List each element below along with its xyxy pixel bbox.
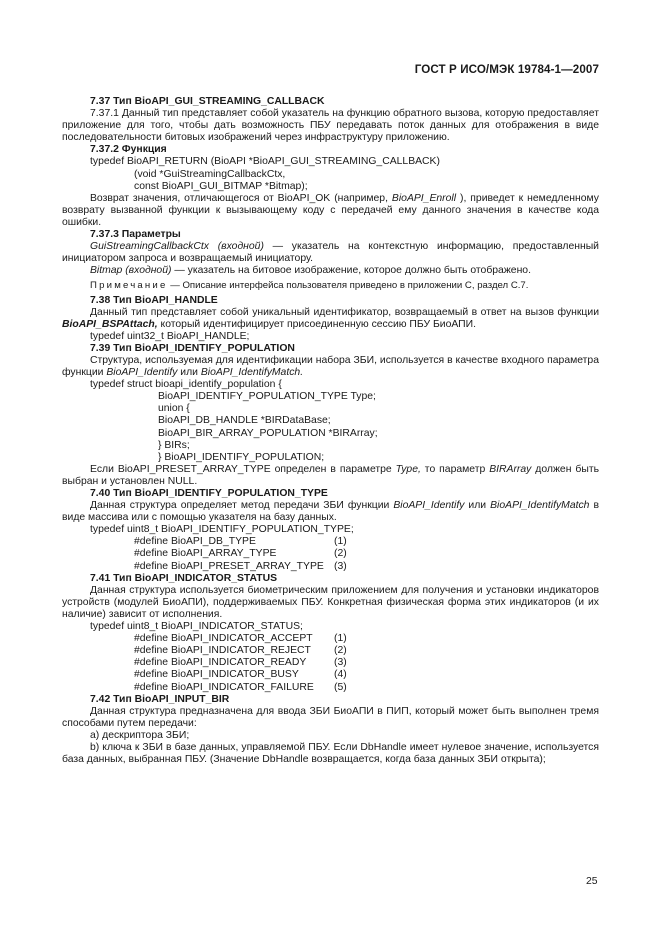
- define-name: #define BioAPI_INDICATOR_BUSY: [134, 669, 299, 681]
- text-span: Данный тип представляет собой уникальный идентификатор, возвращаемый в ответ на вызов функции: [90, 306, 599, 318]
- define-name: #define BioAPI_INDICATOR_FAILURE: [134, 681, 314, 693]
- section-7-39-after-text: [62, 464, 599, 488]
- code-line: BioAPI_IDENTIFY_POPULATION_TYPE Type;: [158, 391, 376, 403]
- section-7-37-title: 7.37 Тип BioAPI_GUI_STREAMING_CALLBACK: [90, 96, 325, 107]
- section-7-42-text: Данная структура предназначена для ввода ЗБИ БиоАПИ в ПИП, который может быть выполнен тремя способами путем передачи:: [62, 705, 599, 729]
- define-value: (1): [334, 536, 347, 548]
- parameter-2: [62, 265, 599, 277]
- text-span: Структура, используемая для идентификации набора ЗБИ, используется в качестве входного параметра функции: [62, 354, 599, 379]
- section-7-39-title: 7.39 Тип BioAPI_IDENTIFY_POPULATION: [90, 342, 295, 354]
- define-row: [62, 633, 599, 645]
- text-span: или: [464, 500, 491, 512]
- parameter-name: Type,: [395, 463, 421, 475]
- list-item-b: b) ключа к ЗБИ в базе данных, управляемой ПБУ. Если DbHandle имеет нулевое значение, используется база данных, выбранная ПБУ. (Значение DbHandle возвращается, когда база данных ЗБИ открыта);: [62, 741, 599, 766]
- section-7-42-title: 7.42 Тип BioAPI_INPUT_BIR: [90, 693, 230, 705]
- parameter-name: GuiStreamingCallbackCtx (входной): [90, 241, 264, 253]
- text-span: — указатель на контекстную информацию, предоставленный инициатором запроса и возвращаемый инициатору.: [62, 241, 599, 265]
- document-header: ГОСТ Р ИСО/МЭК 19784-1—2007: [414, 63, 599, 76]
- function-name: BioAPI_BSPAttach,: [62, 318, 158, 330]
- section-7-38-text: [62, 307, 599, 331]
- section-7-40-text: [62, 500, 599, 524]
- section-7-41-title: 7.41 Тип BioAPI_INDICATOR_STATUS: [90, 572, 278, 584]
- define-row: [62, 645, 599, 657]
- function-name: BioAPI_IdentifyMatch: [490, 500, 590, 512]
- text-span: или: [177, 367, 201, 379]
- define-name: #define BioAPI_ARRAY_TYPE: [134, 548, 277, 560]
- define-value: (3): [334, 657, 347, 669]
- return-value-paragraph: [62, 193, 599, 229]
- define-row: [62, 561, 599, 573]
- text-span: то параметр: [420, 463, 490, 475]
- section-7-40-title: 7.40 Тип BioAPI_IDENTIFY_POPULATION_TYPE: [90, 488, 328, 499]
- code-line: typedef uint32_t BioAPI_HANDLE;: [90, 330, 250, 342]
- define-value: (3): [334, 560, 347, 572]
- function-name: BioAPI_IdentifyMatch.: [200, 367, 304, 379]
- note-label: Примечание: [90, 280, 168, 292]
- code-line: const BioAPI_GUI_BITMAP *Bitmap);: [134, 180, 308, 192]
- text-span: — указатель на битовое изображение, которое должно быть отображено.: [171, 265, 531, 277]
- text-span: ), приведет к немедленному возврату вызванной функции к вызывающему коду с передачей ему данного значения в качестве кода ошибки.: [62, 192, 599, 228]
- function-name: BioAPI_Identify: [393, 500, 465, 512]
- note-text: — Описание интерфейса пользователя приведено в приложении С, раздел С.7.: [167, 280, 529, 292]
- text-span: который идентифицирует присоединенную сессию ПБУ БиоАПИ.: [157, 318, 477, 330]
- text-span: Если BioAPI_PRESET_ARRAY_TYPE определен в параметре: [90, 463, 396, 475]
- define-row: [62, 669, 599, 681]
- section-7-38-title: 7.38 Тип BioAPI_HANDLE: [90, 294, 218, 306]
- define-name: #define BioAPI_INDICATOR_READY: [134, 657, 307, 669]
- function-name: BioAPI_Enroll: [391, 192, 457, 204]
- function-name: BioAPI_Identify: [106, 367, 178, 379]
- note: [62, 280, 599, 292]
- parameter-name: BIRArray: [489, 463, 532, 475]
- code-line: typedef BioAPI_RETURN (BioAPI *BioAPI_GUI_STREAMING_CALLBACK): [90, 156, 440, 168]
- define-value: (1): [334, 633, 347, 645]
- page-content: [62, 96, 599, 766]
- parameter-1: [62, 241, 599, 265]
- text-span: Возврат значения, отличающегося от BioAPI_OK (например,: [90, 192, 392, 204]
- define-row: [62, 657, 599, 669]
- text-span: должен быть выбран и установлен NULL.: [62, 463, 599, 487]
- section-7-37-1-text: 7.37.1 Данный тип представляет собой указатель на функцию обратного вызова, которую предоставляет приложение для того, чтобы дать возможность ПБУ передавать поток данных для отображения в виде последовательности битовых изображений через инфраструктуру приложению.: [62, 108, 599, 144]
- define-value: (2): [334, 548, 347, 560]
- code-line: typedef uint8_t BioAPI_INDICATOR_STATUS;: [90, 621, 303, 633]
- define-name: #define BioAPI_INDICATOR_REJECT: [134, 645, 311, 657]
- code-line: BioAPI_DB_HANDLE *BIRDataBase;: [158, 415, 331, 427]
- define-name: #define BioAPI_PRESET_ARRAY_TYPE: [134, 560, 324, 572]
- code-line: BioAPI_BIR_ARRAY_POPULATION *BIRArray;: [158, 427, 378, 439]
- parameter-name: Bitmap (входной): [90, 265, 172, 277]
- define-value: (4): [334, 669, 347, 681]
- define-row: [62, 682, 599, 694]
- code-line: (void *GuiStreamingCallbackCtx,: [134, 168, 286, 180]
- text-span: в виде массива или с помощью указателя на базу данных.: [62, 500, 600, 524]
- define-row: [62, 548, 599, 560]
- define-name: #define BioAPI_INDICATOR_ACCEPT: [134, 633, 313, 645]
- define-name: #define BioAPI_DB_TYPE: [134, 536, 256, 548]
- section-7-37-2-title: 7.37.2 Функция: [90, 144, 167, 156]
- section-7-39-text: [62, 355, 599, 379]
- code-line: } BIRs;: [158, 439, 190, 451]
- define-value: (2): [334, 645, 347, 657]
- page-number: 25: [586, 876, 598, 887]
- code-line: union {: [158, 403, 190, 415]
- list-item-a: а) дескриптора ЗБИ;: [90, 729, 190, 741]
- define-value: (5): [334, 681, 347, 693]
- define-row: [62, 536, 599, 548]
- code-line: typedef struct bioapi_identify_population {: [90, 379, 282, 391]
- text-span: Данная структура определяет метод передачи ЗБИ функции: [90, 500, 394, 512]
- code-line: typedef uint8_t BioAPI_IDENTIFY_POPULATION_TYPE;: [90, 524, 354, 536]
- section-7-41-text: Данная структура используется биометрическим приложением для получения и установки индикаторов устройств (модулей БиоАПИ), поддерживаемых ПБУ. Конкретная физическая форма этих индикаторов (и их наличие) зависит от исполнения.: [62, 584, 599, 620]
- section-7-37-3-title: 7.37.3 Параметры: [90, 229, 181, 241]
- code-line: } BioAPI_IDENTIFY_POPULATION;: [158, 451, 325, 463]
